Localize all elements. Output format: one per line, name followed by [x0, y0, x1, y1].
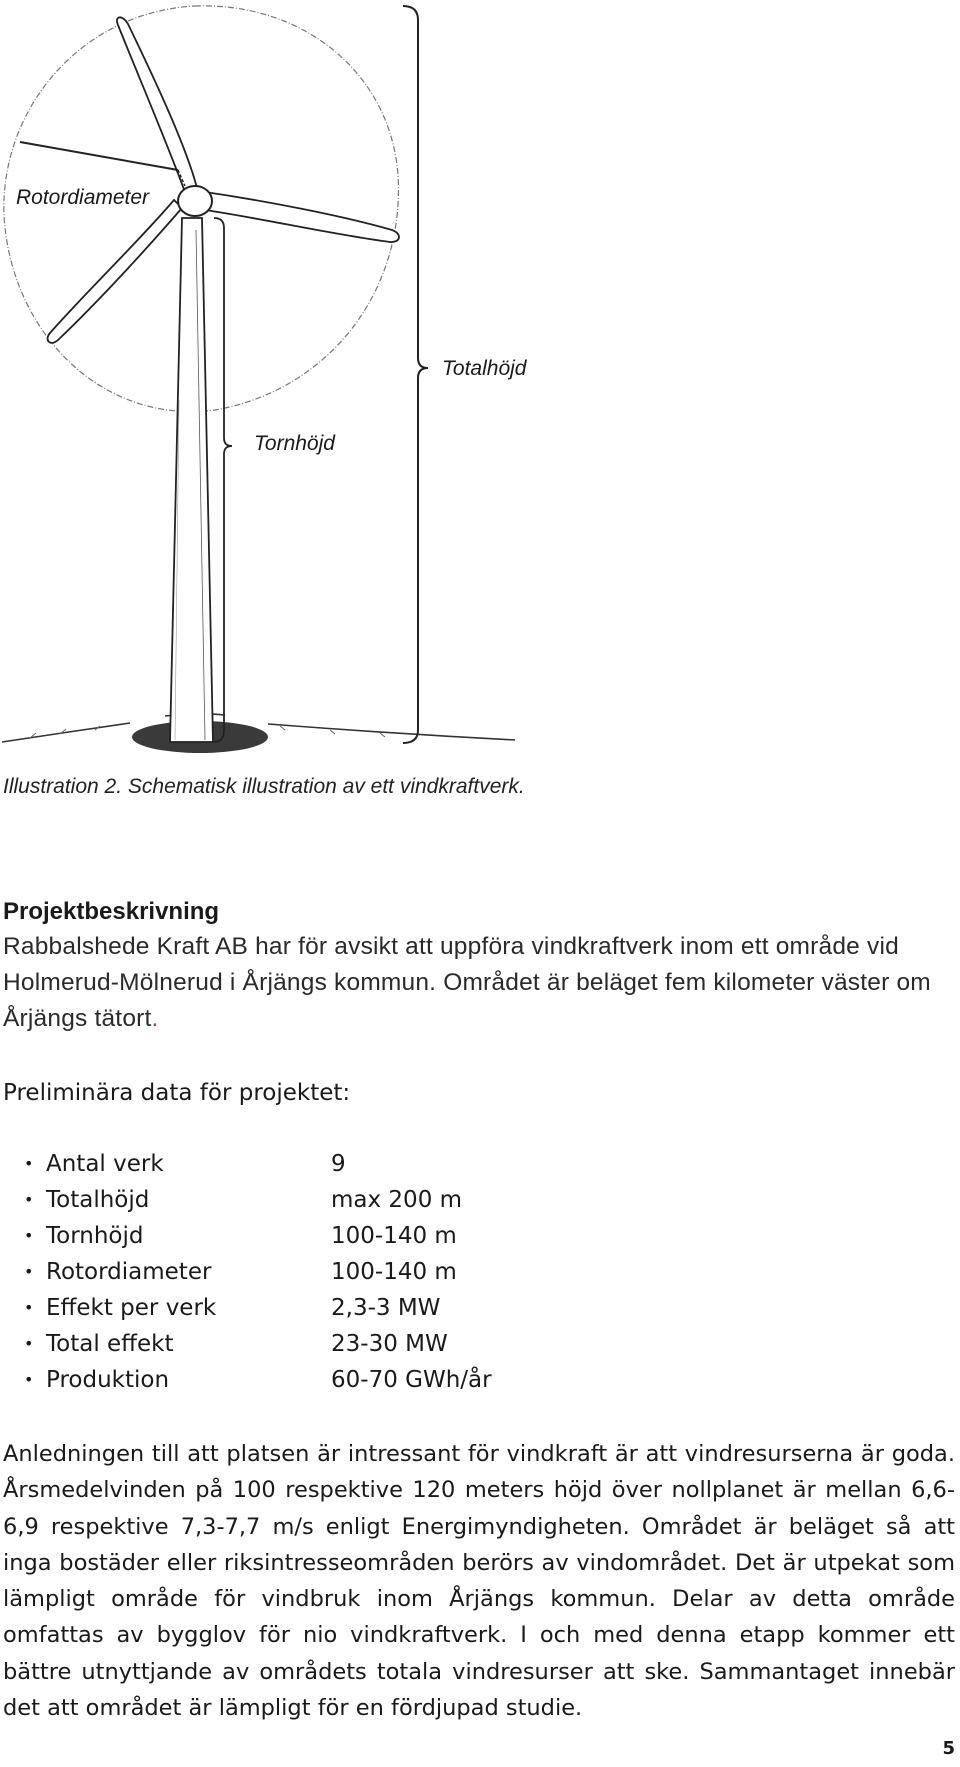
rotordiameter-label: Rotordiameter: [16, 186, 150, 209]
tornhojd-bracket: [214, 218, 232, 742]
bullet-icon: •: [24, 1154, 34, 1173]
data-label: Totalhöjd: [46, 1187, 150, 1213]
data-value: 23-30 MW: [331, 1331, 448, 1357]
project-description-section: [3, 895, 955, 1037]
data-list-item: [24, 1326, 492, 1362]
page-number: 5: [942, 1738, 955, 1759]
rotordiameter-pointer: [20, 142, 178, 170]
data-value: 100-140 m: [331, 1259, 457, 1285]
blade-up: [117, 17, 198, 195]
data-value: 100-140 m: [331, 1223, 457, 1249]
data-list-item: [24, 1218, 492, 1254]
data-list-item: [24, 1362, 492, 1398]
section-title: Projektbeskrivning: [3, 898, 220, 925]
data-label: Rotordiameter: [46, 1259, 212, 1285]
data-list-item: [24, 1146, 492, 1182]
data-label: Produktion: [46, 1367, 170, 1393]
data-value: 9: [331, 1151, 346, 1177]
nacelle: [178, 186, 212, 216]
bullet-icon: •: [24, 1370, 34, 1389]
preliminary-data-list: [24, 1146, 492, 1398]
data-list-item: [24, 1254, 492, 1290]
data-label: Antal verk: [46, 1151, 164, 1177]
body-paragraph: Anledningen till att platsen är intressant för vindkraft är att vindresurserna är goda. Årsmedelvinden på 100 respektive 120 meters höjd över nollplanet är mellan 6,6-6,9 respektive 7,3-7,7 m/s enligt Energimyndigheten. Området är beläget så att inga bostäder eller riksintresseområden berörs av vindområdet. Det är utpekat som lämpligt område för vindbruk inom Årjängs kommun. Delar av detta område omfattas av bygglov för nio vindkraftverk. I och med denna etapp kommer ett bättre utnyttjande av områdets totala vindresurser att ske. Sammantaget innebär det att området är lämpligt för en fördjupad studie.: [3, 1441, 955, 1722]
data-value: 60-70 GWh/år: [331, 1367, 492, 1393]
data-label: Tornhöjd: [46, 1223, 144, 1249]
bullet-icon: •: [24, 1298, 34, 1317]
bullet-icon: •: [24, 1226, 34, 1245]
intro-text: Rabbalshede Kraft AB har för avsikt att uppföra vindkraftverk inom ett område vid Holmerud-Mölnerud i Årjängs kommun. Området är beläget fem kilometer väster om Årjängs tätort: [3, 933, 931, 1032]
intro-end-period: .: [151, 1005, 159, 1032]
intro-paragraph: [3, 929, 955, 1037]
bullet-icon: •: [24, 1190, 34, 1209]
totalhojd-label: Totalhöjd: [442, 357, 527, 380]
data-label: Total effekt: [46, 1331, 174, 1357]
blade-right: [205, 192, 399, 242]
bullet-icon: •: [24, 1262, 34, 1281]
data-value: max 200 m: [331, 1187, 463, 1213]
tower: [170, 218, 213, 742]
data-value: 2,3-3 MW: [331, 1295, 441, 1321]
data-label: Effekt per verk: [46, 1295, 217, 1321]
wind-turbine-illustration: [0, 0, 960, 780]
bullet-icon: •: [24, 1334, 34, 1353]
tornhojd-label: Tornhöjd: [254, 432, 335, 455]
preliminary-data-heading: Preliminära data för projektet:: [3, 1080, 351, 1106]
data-list-item: [24, 1182, 492, 1218]
data-list-item: [24, 1290, 492, 1326]
figure-caption: Illustration 2. Schematisk illustration av ett vindkraftverk.: [3, 775, 525, 798]
totalhojd-bracket: [403, 6, 428, 743]
blade-down-left: [48, 200, 182, 343]
